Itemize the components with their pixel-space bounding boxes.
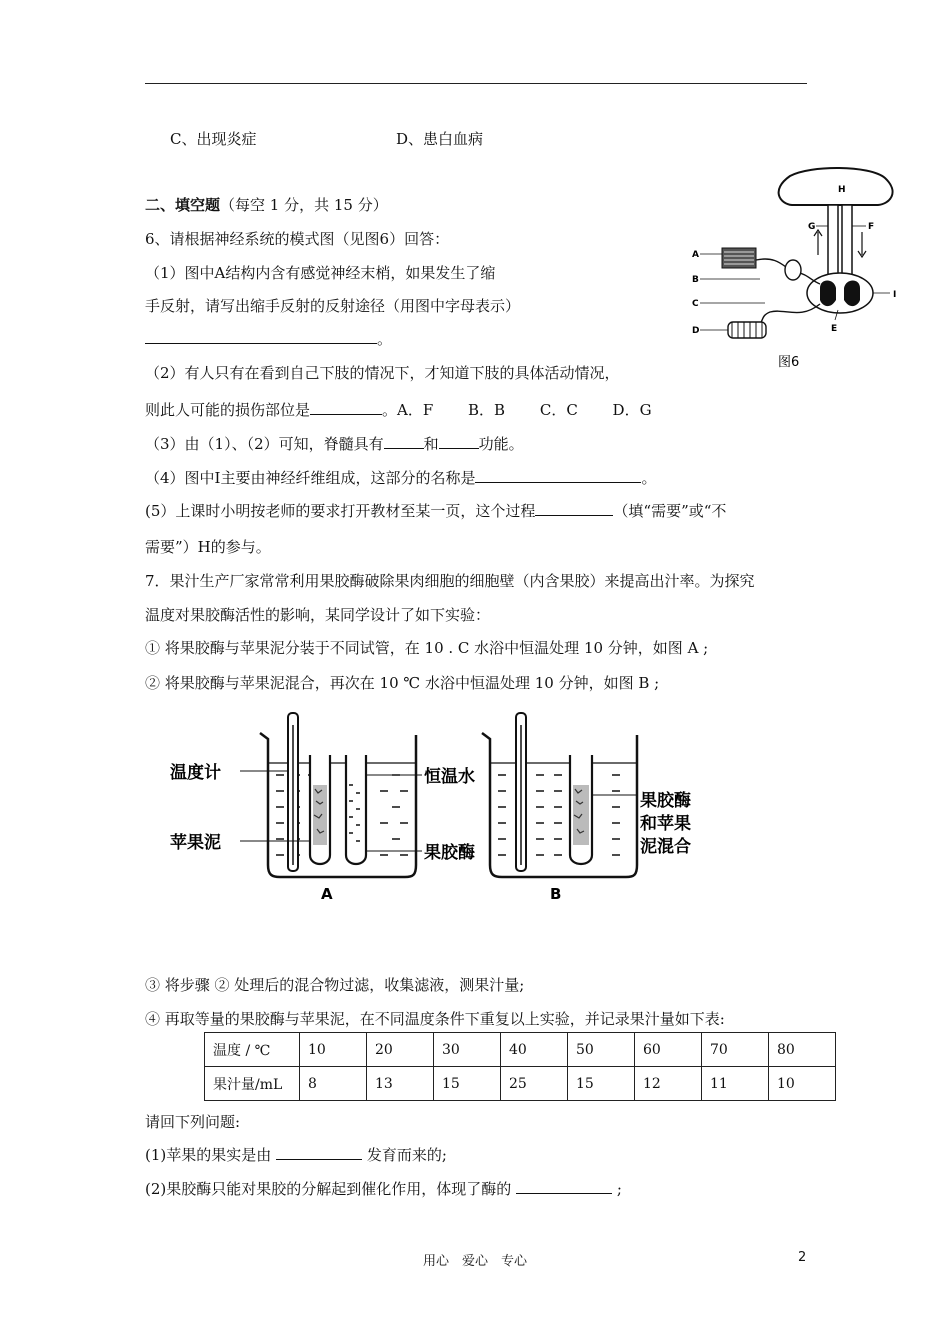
q7-answer1	[145, 1144, 447, 1165]
label-figure-b: B	[550, 885, 562, 903]
q6-part1-line2: 手反射，请写出缩手反射的反射途径（用图中字母表示）	[145, 297, 521, 315]
q7-line2: 温度对果胶酶活性的影响，某同学设计了如下实验：	[145, 606, 491, 624]
option-d: D、患白血病	[396, 130, 484, 148]
table-cell: 50	[568, 1033, 635, 1067]
table-header-temp: 温度 / ℃	[205, 1033, 300, 1067]
table-cell: 40	[501, 1033, 568, 1067]
q6-part4-prefix: （4）图中I主要由神经纤维组成，这部分的名称是	[145, 469, 476, 487]
period: 。	[377, 330, 393, 348]
answer-blank[interactable]	[145, 329, 377, 344]
table-cell: 60	[635, 1033, 702, 1067]
table-cell: 25	[501, 1067, 568, 1101]
table-cell: 20	[367, 1033, 434, 1067]
header-rule	[145, 83, 807, 84]
table-cell: 10	[300, 1033, 367, 1067]
q6-part1-answer	[145, 328, 392, 349]
table-cell: 8	[300, 1067, 367, 1101]
q7-step1: ① 将果胶酶与苹果泥分装于不同试管，在 10 . C 水浴中恒温处理 10 分钟，如图 A ;	[145, 639, 709, 657]
q6-part2-line1: （2）有人只有在看到自己下肢的情况下，才知道下肢的具体活动情况，	[145, 364, 620, 382]
ascending-tract	[828, 205, 838, 277]
q6-part5-prefix: (5）上课时小明按老师的要求打开教材至某一页，这个过程	[145, 502, 536, 520]
section-note: （每空 1 分，共 15 分）	[220, 196, 388, 214]
q7-step3: ③ 将步骤 ② 处理后的混合物过滤，收集滤液，测果汁量;	[145, 976, 525, 994]
label-apple-puree: 苹果泥	[170, 833, 221, 853]
effector-muscle	[728, 322, 766, 338]
beaker-b	[482, 713, 638, 877]
answer-blank[interactable]	[310, 400, 382, 415]
q7-answer1-prefix: (1)苹果的果实是由	[145, 1146, 272, 1164]
q6-part5-line2: 需要”）H的参与。	[145, 538, 271, 556]
table-cell: 15	[434, 1067, 501, 1101]
spinal-ganglion	[785, 260, 801, 280]
q7-line1: 7．果汁生产厂家常常利用果胶酶破除果肉细胞的细胞壁（内含果胶）来提高出汁率。为探究	[145, 572, 755, 590]
answer-blank[interactable]	[384, 434, 424, 449]
answer-blank[interactable]	[276, 1145, 362, 1160]
q6-part3	[145, 433, 524, 454]
motor-nerve	[758, 304, 820, 326]
q6-part3-suffix: 功能。	[478, 435, 524, 453]
page-number: 2	[798, 1250, 807, 1265]
beaker-a	[240, 713, 422, 877]
figure-ab-beakers	[160, 705, 720, 905]
q6-part5-suffix: （填“需要”或“不	[613, 502, 727, 520]
answer-blank[interactable]	[475, 468, 641, 483]
label-d: D	[692, 326, 700, 336]
q7-answer2-suffix: ;	[616, 1180, 622, 1198]
answer-blank[interactable]	[535, 501, 613, 516]
label-thermometer: 温度计	[170, 763, 221, 783]
table-header-juice: 果汁量/mL	[205, 1067, 300, 1101]
label-g: G	[808, 222, 816, 232]
q6-part2-line2	[145, 399, 652, 420]
label-i: I	[893, 290, 897, 300]
section-heading	[145, 194, 388, 215]
q6-part5	[145, 500, 726, 521]
q7-answer2-prefix: (2)果胶酶只能对果胶的分解起到催化作用，体现了酶的	[145, 1180, 512, 1198]
answer-blank[interactable]	[516, 1179, 612, 1194]
table-cell: 70	[702, 1033, 769, 1067]
label-c: C	[692, 299, 699, 309]
label-a: A	[692, 250, 699, 260]
label-h: H	[838, 185, 846, 195]
central-canal	[837, 291, 843, 297]
label-enzyme: 果胶酶	[424, 843, 475, 863]
answer-blank[interactable]	[439, 434, 479, 449]
q7-answer1-suffix: 发育而来的;	[366, 1146, 447, 1164]
label-mix-line2: 和苹果	[640, 814, 691, 834]
q6-stem: 6、请根据神经系统的模式图（见图6）回答：	[145, 230, 450, 248]
table-row-juice	[205, 1067, 836, 1101]
brain-shape	[779, 168, 893, 205]
q7-answer2	[145, 1178, 622, 1199]
descending-tract	[842, 205, 852, 277]
receptor-skin	[722, 248, 756, 268]
table-row-temperature	[205, 1033, 836, 1067]
q7-step4: ④ 再取等量的果胶酶与苹果泥，在不同温度条件下重复以上实验，并记录果汁量如下表:	[145, 1010, 725, 1028]
label-mix-line3: 泥混合	[640, 837, 691, 857]
table-cell: 11	[702, 1067, 769, 1101]
figure-6-caption: 图6	[778, 355, 800, 370]
q6-part3-prefix: （3）由（1）、（2）可知，脊髓具有	[145, 435, 384, 453]
option-c: C、出现炎症	[170, 130, 257, 148]
table-cell: 15	[568, 1067, 635, 1101]
table-cell: 10	[769, 1067, 836, 1101]
q6-part3-and: 和	[423, 435, 439, 453]
label-f: F	[868, 222, 875, 232]
period: 。	[641, 469, 657, 487]
section-title: 二、填空题	[145, 196, 221, 214]
juice-table	[204, 1032, 836, 1101]
label-water: 恒温水	[424, 767, 475, 787]
table-cell: 12	[635, 1067, 702, 1101]
q6-part1-line1: （1）图中A结构内含有感觉神经末梢，如果发生了缩	[145, 264, 496, 282]
label-b: B	[692, 275, 699, 285]
table-cell: 80	[769, 1033, 836, 1067]
q6-part2-options: 。A．F B．B C．C D．G	[382, 401, 652, 419]
table-cell: 30	[434, 1033, 501, 1067]
label-figure-a: A	[321, 885, 333, 903]
q7-step2: ② 将果胶酶与苹果泥混合，再次在 10 ℃ 水浴中恒温处理 10 分钟，如图 B ;	[145, 674, 660, 692]
q6-part4	[145, 467, 657, 488]
q7-ask: 请回下列问题:	[145, 1113, 241, 1131]
q6-part2-prefix: 则此人可能的损伤部位是	[145, 401, 311, 419]
label-mix-line1: 果胶酶	[640, 791, 691, 811]
table-cell: 13	[367, 1067, 434, 1101]
label-e: E	[831, 324, 838, 334]
figure-6-reflex-arc	[680, 160, 920, 375]
page-footer: 用心 爱心 专心	[422, 1254, 527, 1269]
